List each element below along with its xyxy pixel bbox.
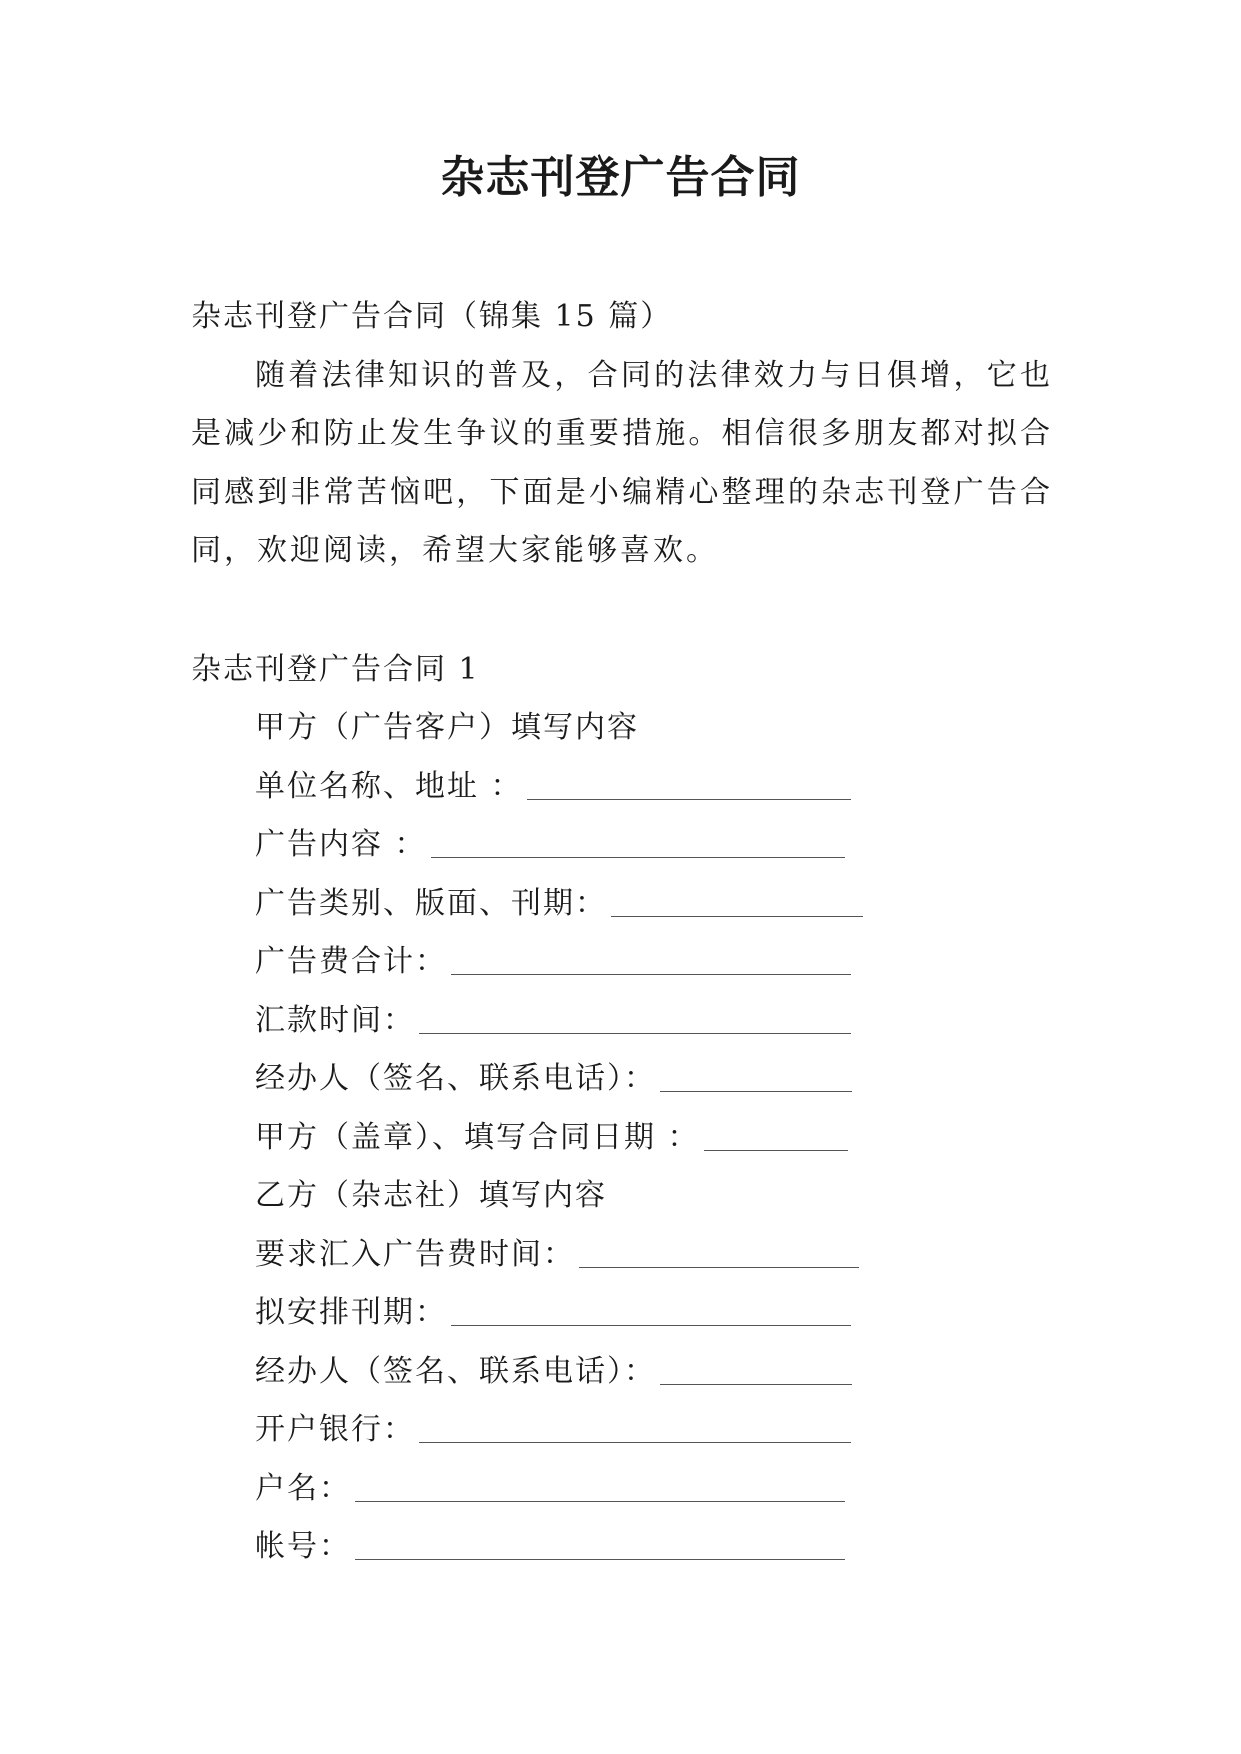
- form-field-account-number: [191, 1518, 1053, 1577]
- fill-in-blank[interactable]: [451, 1301, 851, 1326]
- section-heading: 杂志刊登广告合同 1: [191, 651, 480, 687]
- fill-in-blank[interactable]: [431, 833, 845, 858]
- fill-in-blank[interactable]: [355, 1477, 845, 1502]
- field-label: 经办人（签名、联系电话）：: [255, 1061, 656, 1096]
- fill-in-blank[interactable]: [451, 950, 851, 975]
- field-label: 广告费合计：: [255, 944, 447, 979]
- form-field-required-remit-time: [191, 1226, 1053, 1285]
- fill-in-blank[interactable]: [660, 1360, 852, 1385]
- field-label: 广告内容 ：: [255, 827, 427, 862]
- form-field-planned-issue: [191, 1284, 1053, 1343]
- field-label: 甲方（盖章）、填写合同日期 ：: [255, 1119, 700, 1155]
- form-field-ad-content: [191, 816, 1053, 875]
- form-field-handler-a: [191, 1050, 1053, 1109]
- fill-in-blank[interactable]: [611, 892, 863, 917]
- document-subtitle: 杂志刊登广告合同（锦集 15 篇）: [191, 299, 673, 334]
- fill-in-blank[interactable]: [660, 1067, 852, 1092]
- form-field-ad-category: [191, 875, 1053, 934]
- fill-in-blank[interactable]: [579, 1243, 859, 1268]
- field-label: 汇款时间：: [255, 1002, 415, 1038]
- fill-in-blank[interactable]: [419, 1418, 851, 1443]
- field-label: 经办人（签名、联系电话）：: [255, 1353, 656, 1389]
- fill-in-blank[interactable]: [355, 1535, 845, 1560]
- form-field-ad-fee-total: [191, 933, 1053, 992]
- field-label: 户名：: [255, 1470, 351, 1506]
- form-field-account-name: [191, 1460, 1053, 1519]
- form-field-remit-time: [191, 992, 1053, 1051]
- intro-paragraph: 随着法律知识的普及，合同的法律效力与日俱增，它也是减少和防止发生争议的重要措施。相信很多朋友都对拟合同感到非常苦恼吧，下面是小编精心整理的杂志刊登广告合同，欢迎阅读，希望大家能够喜欢。: [191, 357, 1053, 568]
- spacer: [191, 581, 1053, 641]
- field-label: 要求汇入广告费时间：: [255, 1236, 575, 1272]
- document-title: 杂志刊登广告合同: [440, 152, 801, 203]
- form-field-unit-name: [191, 758, 1053, 817]
- form-field-seal-date: [191, 1109, 1053, 1168]
- party-b-heading-label: 乙方（杂志社）填写内容: [255, 1178, 607, 1213]
- party-b-heading: [191, 1167, 1053, 1226]
- party-a-heading: [191, 699, 1053, 758]
- field-label: 开户银行：: [255, 1412, 415, 1447]
- field-label: 拟安排刊期：: [255, 1295, 447, 1330]
- document-body: [191, 288, 1053, 1577]
- form-field-bank: [191, 1401, 1053, 1460]
- fill-in-blank[interactable]: [527, 775, 851, 800]
- field-label: 广告类别、版面、刊期：: [255, 885, 607, 921]
- fill-in-blank[interactable]: [704, 1126, 848, 1151]
- field-label: 单位名称、地址 ：: [255, 768, 523, 804]
- party-a-heading-label: 甲方（广告客户）填写内容: [255, 710, 639, 745]
- form-field-handler-b: [191, 1343, 1053, 1402]
- fill-in-blank[interactable]: [419, 1009, 851, 1034]
- field-label: 帐号：: [255, 1529, 351, 1564]
